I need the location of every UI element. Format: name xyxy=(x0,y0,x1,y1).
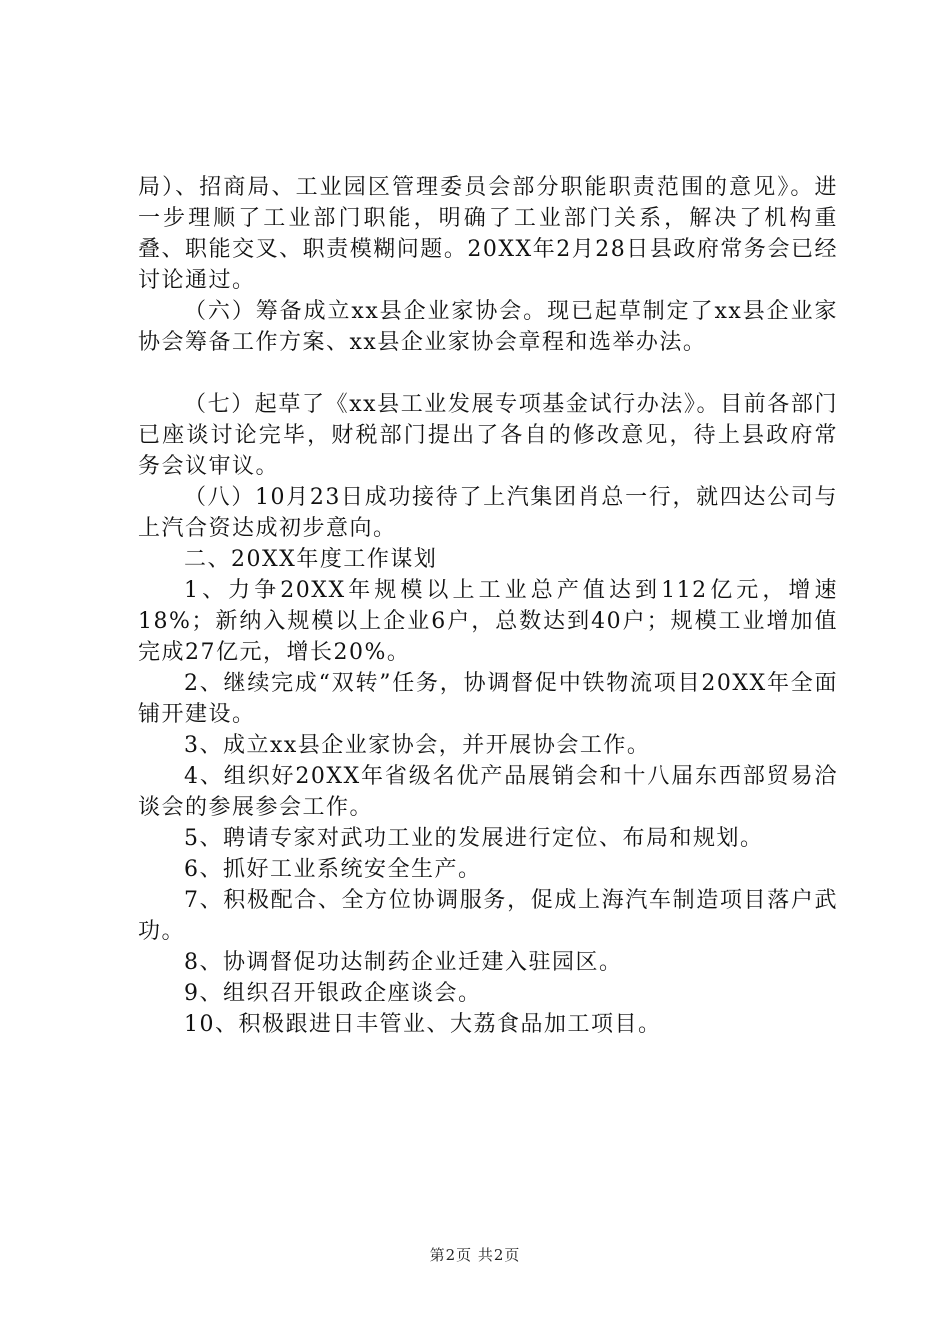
plan-item-7: 7、积极配合、全方位协调服务，促成上海汽车制造项目落户武功。 xyxy=(138,888,838,944)
plan-item-3: 3、成立xx县企业家协会，并开展协会工作。 xyxy=(184,733,651,758)
paragraph-item-8: （八）10月23日成功接待了上汽集团肖总一行，就四达公司与上汽合资达成初步意向。 xyxy=(138,485,838,541)
paragraph-continuation: 局）、招商局、工业园区管理委员会部分职能职责范围的意见》。进一步理顺了工业部门职能，明确了工业部门关系，解决了机构重叠、职能交叉、职责模糊问题。20XX年2月28日县政府常务会已经讨论通过。 xyxy=(138,175,838,293)
section-heading-plan: 二、20XX年度工作谋划 xyxy=(184,547,438,572)
plan-item-10: 10、积极跟进日丰管业、大荔食品加工项目。 xyxy=(184,1012,662,1037)
plan-item-9: 9、组织召开银政企座谈会。 xyxy=(184,981,482,1006)
plan-item-5: 5、聘请专家对武功工业的发展进行定位、布局和规划。 xyxy=(184,826,764,851)
plan-item-6: 6、抓好工业系统安全生产。 xyxy=(184,857,482,882)
paragraph-spacer xyxy=(138,358,838,389)
plan-item-4: 4、组织好20XX年省级名优产品展销会和十八届东西部贸易洽谈会的参展参会工作。 xyxy=(138,764,838,820)
plan-item-1: 1、力争20XX年规模以上工业总产值达到112亿元，增速18%；新纳入规模以上企业6户，总数达到40户；规模工业增加值完成27亿元，增长20%。 xyxy=(138,578,838,665)
plan-item-2: 2、继续完成“双转”任务，协调督促中铁物流项目20XX年全面铺开建设。 xyxy=(138,671,838,727)
paragraph-item-6: （六）筹备成立xx县企业家协会。现已起草制定了xx县企业家协会筹备工作方案、xx县企业家协会章程和选举办法。 xyxy=(138,299,838,355)
plan-item-8: 8、协调督促功达制药企业迁建入驻园区。 xyxy=(184,950,623,975)
paragraph-item-7: （七）起草了《xx县工业发展专项基金试行办法》。目前各部门已座谈讨论完毕，财税部门提出了各自的修改意见，待上县政府常务会议审议。 xyxy=(138,392,838,479)
page-number-footer: 第2页 共2页 xyxy=(429,1246,521,1264)
document-body xyxy=(138,172,838,1040)
